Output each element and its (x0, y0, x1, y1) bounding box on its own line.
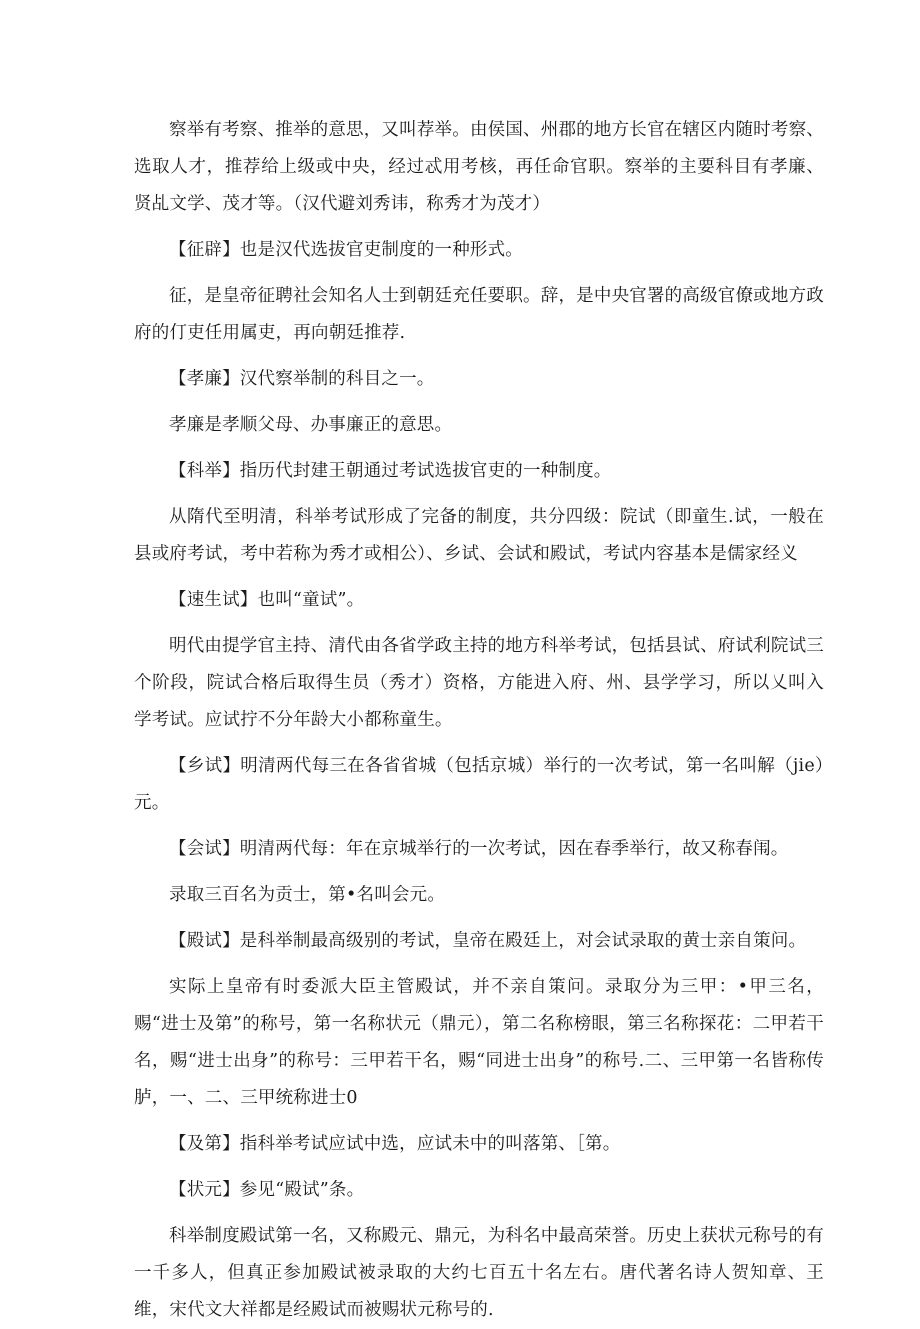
paragraph-huishi-heading: 【会试】明清两代每：年在京城举行的一次考试，因在春季举行，故又称春闱。 (169, 839, 789, 859)
paragraph-xiangshi: 【乡试】明清两代每三在各省省城（包括京城）举行的一次考试，第一名叫解（jie）元。 (134, 756, 824, 813)
paragraph-zhuangyuan-body: 科举制度殿试第一名，又称殿元、鼎元，为科名中最高荣誉。历史上获状元称号的有一千多人，但真正参加殿试被录取的大约七百五十名左右。唐代著名诗人贺知章、王维，宋代文大祥都是经殿试而被赐状元称号的. (134, 1226, 824, 1320)
paragraph-jidi: 【及第】指科举考试应试中选，应试未中的叫落第、［第。 (169, 1134, 621, 1154)
paragraph-zhuangyuan-heading: 【状元】参见“殿试”条。 (169, 1180, 365, 1200)
paragraph-xiaolian-heading: 【孝廉】汉代察举制的科目之一。 (169, 369, 435, 389)
paragraph-tongshi-body: 明代由提学官主持、清代由各省学政主持的地方科举考试，包括县试、府试利院试三个阶段，院试合格后取得生员（秀才）资格，方能进入府、州、县学学习，所以乂叫入学考试。应试拧不分年龄大小都称童生。 (134, 636, 824, 730)
paragraph-keju-heading: 【科举】指历代封建王朝通过考试选拔官吏的一种制度。 (169, 461, 612, 481)
paragraph-xiaolian-body: 孝廉是孝顺父母、办事廉正的意思。 (169, 415, 453, 435)
document-body (134, 112, 824, 1329)
paragraph-keju-body: 从隋代至明清，科举考试形成了完备的制度，共分四级：院试（即童生.试，一般在县或府考试，考中若称为秀才或相公）、乡试、会试和殿试，考试内容基本是儒家经义 (134, 507, 824, 564)
paragraph-zhengpi-body: 征，是皇帝征聘社会知名人士到朝廷充任要职。辞，是中央官署的高级官僚或地方政府的仃吏任用属吏，再向朝廷推荐. (134, 286, 824, 343)
paragraph-dianshi-body: 实际上皇帝有时委派大臣主管殿试，并不亲自策问。录取分为三甲：•甲三名，赐“进士及第”的称号，第一名称状元（鼎元），第二名称榜眼，第三名称探花：二甲若干名，赐“进士出身”的称号：三甲若干名，赐“同进士出身”的称号.二、三甲第一名皆称传胪，一、二、三甲统称进士0 (134, 977, 824, 1108)
paragraph-dianshi-heading: 【殿试】是科举制最高级别的考试，皇帝在殿廷上，对会试录取的黄士亲自策问。 (169, 931, 807, 951)
paragraph-huishi-body: 录取三百名为贡士，第•名叫会元。 (169, 885, 446, 905)
paragraph-zhengpi-heading: 【征辟】也是汉代选拔官吏制度的一种形式。 (169, 240, 523, 260)
paragraph-chaju: 察举有考察、推举的意思，又叫荐举。由侯国、州郡的地方长官在辖区内随时考察、选取人才，推荐给上级或中央，经过忒用考核，再任命官职。察举的主要科目有孝廉、贤乩文学、茂才等。（汉代避刘秀讳，称秀才为茂才） (134, 120, 824, 214)
paragraph-tongshi-heading: 【速生试】也叫“童试”。 (169, 590, 365, 610)
